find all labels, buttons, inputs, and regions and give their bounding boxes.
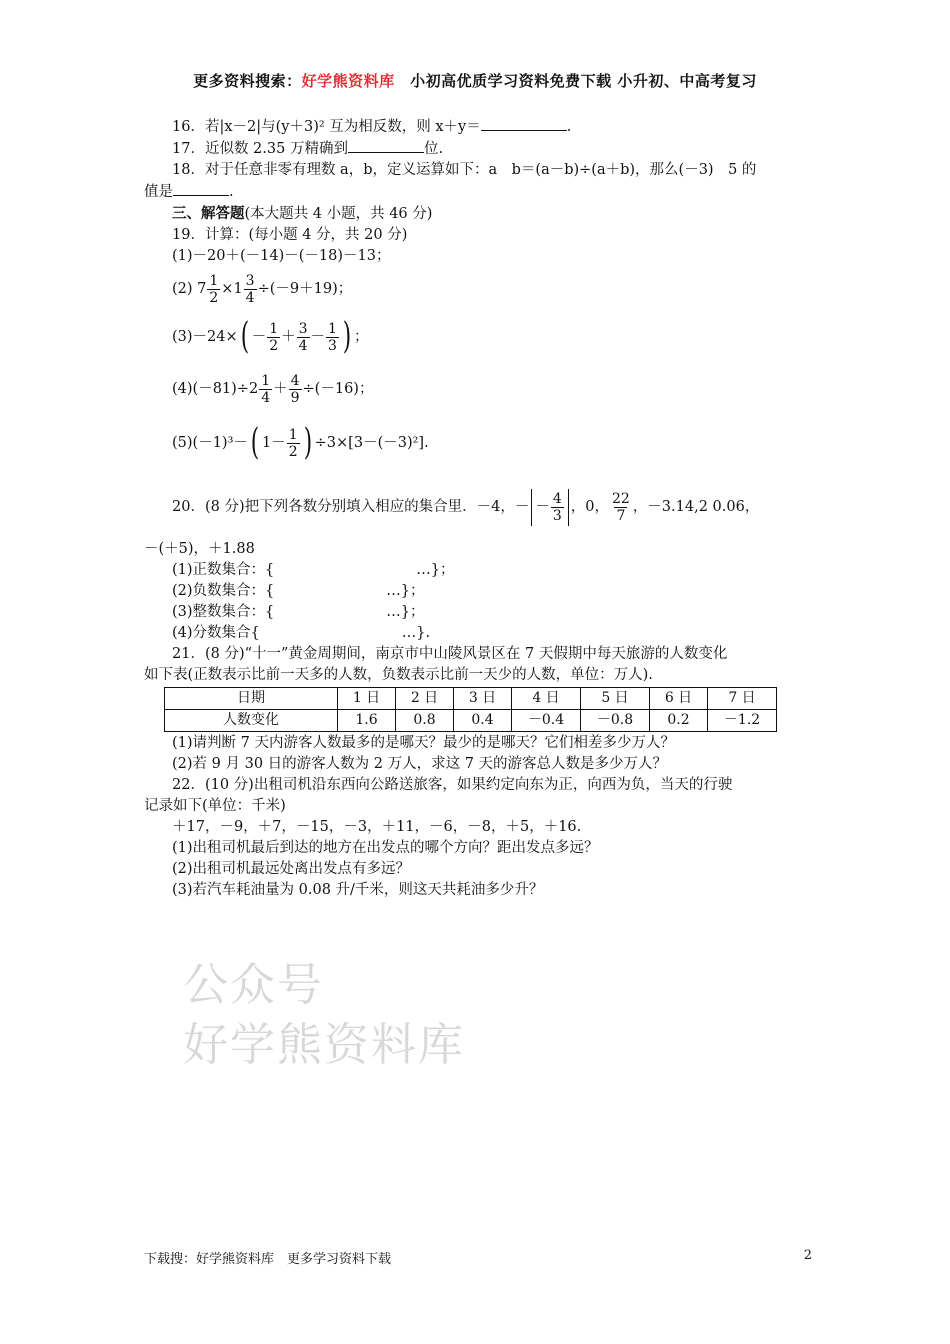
- right-paren: ): [342, 316, 352, 357]
- fraction: [244, 273, 257, 306]
- numerator: 4: [290, 372, 300, 389]
- fraction: [297, 321, 310, 354]
- set-end: …}；: [416, 562, 455, 578]
- set-label: (1)正数集合：{: [172, 562, 275, 578]
- footer-text: 下载搜：好学熊资料库 更多学习资料下载: [144, 1252, 392, 1267]
- denominator: 2: [269, 337, 279, 354]
- set-label: (3)整数集合：{: [172, 604, 275, 620]
- question-22-line2: 记录如下(单位：千米): [144, 798, 286, 814]
- denominator: 4: [298, 337, 308, 354]
- fraction: [267, 321, 280, 354]
- numerator: 1: [269, 320, 279, 337]
- numerator: 4: [552, 490, 562, 507]
- abs-sign: －: [535, 498, 550, 515]
- set-end: …}；: [386, 604, 425, 620]
- set-label: (2)负数集合：{: [172, 583, 275, 599]
- fraction: [287, 427, 300, 460]
- q19-p3-text: ＋: [281, 328, 296, 345]
- table-cell: －0.4: [512, 710, 581, 732]
- denominator: 2: [288, 443, 298, 460]
- table-row: [165, 688, 777, 710]
- table-cell: 0.2: [650, 710, 708, 732]
- q19-part2: [144, 267, 812, 311]
- absolute-value: [531, 489, 568, 526]
- banner-prefix: 更多资料搜索：: [193, 72, 302, 90]
- table-cell: 0.4: [454, 710, 512, 732]
- q19-p2-text: ×1: [221, 280, 243, 297]
- answer-blank: [481, 116, 567, 131]
- q22-sub3: (3)若汽车耗油量为 0.08 升/千米，则这天共耗油多少升？: [172, 882, 544, 898]
- numerator: 3: [245, 272, 255, 289]
- fraction: [610, 491, 632, 524]
- fraction: [326, 321, 339, 354]
- q19-part5: [144, 415, 812, 471]
- question-21-line2: 如下表(正数表示比前一天多的人数，负数表示比前一天少的人数，单位：万人).: [144, 667, 653, 683]
- answer-blank: [173, 181, 229, 196]
- fraction: [207, 273, 220, 306]
- numerator: 1: [209, 272, 219, 289]
- table-cell: －1.2: [708, 710, 777, 732]
- table-cell: 5 日: [581, 688, 650, 710]
- page-footer: [144, 1248, 812, 1267]
- fraction: [551, 491, 564, 524]
- table-cell: －0.8: [581, 710, 650, 732]
- page-number: 2: [803, 1248, 812, 1263]
- tourist-change-table: [164, 687, 777, 732]
- table-cell: 6 日: [650, 688, 708, 710]
- q19-p4-text: ＋: [273, 380, 288, 397]
- q21-sub2: (2)若 9 月 30 日的游客人数为 2 万人，求这 7 天的游客总人数是多少万人？: [172, 756, 668, 772]
- table-cell: 2 日: [396, 688, 454, 710]
- q20-text: ，－3.14,2 0.06，: [632, 498, 760, 515]
- q18-end: .: [229, 184, 234, 200]
- question-19-title: 19．计算：(每小题 4 分，共 20 分): [172, 227, 408, 243]
- banner-highlight: 好学熊资料库: [301, 72, 395, 90]
- denominator: 9: [290, 389, 300, 406]
- set-fraction: [144, 623, 812, 644]
- numerator: 1: [328, 320, 337, 337]
- question-22-line1: 22．(10 分)出租司机沿东西向公路送旅客，如果约定向东为正，向西为负，当天的行驶: [172, 777, 733, 793]
- q18-text: 值是: [144, 184, 173, 200]
- q20-text: ，0，: [570, 498, 609, 515]
- denominator: 7: [616, 507, 626, 524]
- table-cell: 1 日: [338, 688, 396, 710]
- q19-p3-text: －: [310, 328, 326, 345]
- set-end: …}.: [401, 625, 431, 641]
- fraction: [259, 373, 272, 406]
- watermark-line1: 公众号: [183, 958, 325, 1011]
- question-17: [144, 138, 812, 160]
- header-banner: [0, 70, 950, 91]
- q19-p5-text: 1－: [261, 434, 286, 451]
- table-cell: 4 日: [512, 688, 581, 710]
- question-21-line1: 21．(8 分)“十一”黄金周期间，南京市中山陵风景区在 7 天假期中每天旅游的人数变化: [172, 646, 728, 662]
- numerator: 1: [261, 372, 271, 389]
- question-20-line2: －(＋5)，＋1.88: [144, 541, 255, 557]
- q19-p3-text: (3)－24×: [172, 328, 238, 345]
- section-3-heading: [144, 203, 812, 225]
- table-header-cell: 人数变化: [165, 710, 338, 732]
- q19-p4-text: ÷(－16)；: [302, 380, 374, 397]
- q19-part1: (1)－20＋(－14)－(－18)－13；: [172, 248, 391, 264]
- banner-suffix: 小初高优质学习资料免费下载 小升初、中高考复习: [394, 72, 757, 90]
- numerator: 22: [611, 490, 630, 507]
- section-note: (本大题共 4 小题，共 46 分): [244, 206, 433, 222]
- denominator: 3: [552, 507, 562, 524]
- answer-blank: [348, 138, 424, 153]
- table-row: [165, 710, 777, 732]
- q16-text: 16．若|x－2|与(y＋3)² 互为相反数，则 x＋y＝: [172, 119, 481, 135]
- numerator: 3: [298, 320, 308, 337]
- section-title: 三、解答题: [172, 205, 245, 222]
- denominator: 2: [209, 289, 219, 306]
- denominator: 4: [245, 289, 255, 306]
- set-positive: [144, 560, 812, 581]
- numerator: 1: [288, 426, 298, 443]
- q19-p2-text: ÷(－9＋19)；: [257, 280, 353, 297]
- question-18-line2: [144, 181, 812, 203]
- table-cell: 7 日: [708, 688, 777, 710]
- question-16: [144, 116, 812, 138]
- q20-text: 20．(8 分)把下列各数分别填入相应的集合里．－4，－: [172, 498, 530, 515]
- table-cell: 1.6: [338, 710, 396, 732]
- right-paren: ): [303, 422, 312, 463]
- denominator: 3: [328, 337, 337, 354]
- set-label: (4)分数集合{: [172, 625, 260, 641]
- fraction: [289, 373, 302, 406]
- q19-part4: [144, 363, 812, 415]
- q19-p5-text: (5)(－1)³－: [172, 434, 248, 451]
- table-cell: 3 日: [454, 688, 512, 710]
- q22-sub1: (1)出租司机最后到达的地方在出发点的哪个方向？距出发点多远？: [172, 840, 599, 856]
- q22-sub2: (2)出租司机最远处离出发点有多远？: [172, 861, 411, 877]
- denominator: 4: [261, 389, 271, 406]
- question-20-line1: [144, 475, 812, 539]
- q17-text: 17．近似数 2.35 万精确到: [172, 141, 348, 157]
- q16-end: .: [566, 119, 572, 135]
- q21-sub1: (1)请判断 7 天内游客人数最多的是哪天？最少的是哪天？它们相差多少万人？: [172, 735, 675, 751]
- table-header-cell: 日期: [165, 688, 338, 710]
- q19-part3: [144, 311, 812, 363]
- q17-end: 位.: [423, 141, 444, 157]
- set-integer: [144, 602, 812, 623]
- question-18-line1: 18．对于任意非零有理数 a，b，定义运算如下：a b＝(a－b)÷(a＋b)，那么(－3) 5 的: [172, 162, 757, 178]
- left-paren: (: [250, 422, 260, 463]
- q19-p3-text: ；: [354, 328, 369, 345]
- q19-p3-text: －: [251, 328, 267, 345]
- watermark-line2: 好学熊资料库: [183, 1018, 466, 1071]
- q22-records: ＋17，－9，＋7，－15，－3，＋11，－6，－8，＋5，＋16.: [172, 819, 582, 835]
- left-paren: (: [240, 316, 249, 357]
- q19-p2-text: (2) 7: [172, 280, 207, 297]
- q19-p4-text: (4)(－81)÷2: [172, 380, 259, 397]
- set-negative: [144, 581, 812, 602]
- q19-p5-text: ÷3×[3－(－3)²].: [314, 434, 429, 451]
- set-end: …}；: [386, 583, 425, 599]
- table-cell: 0.8: [396, 710, 454, 732]
- document-body: [144, 116, 812, 901]
